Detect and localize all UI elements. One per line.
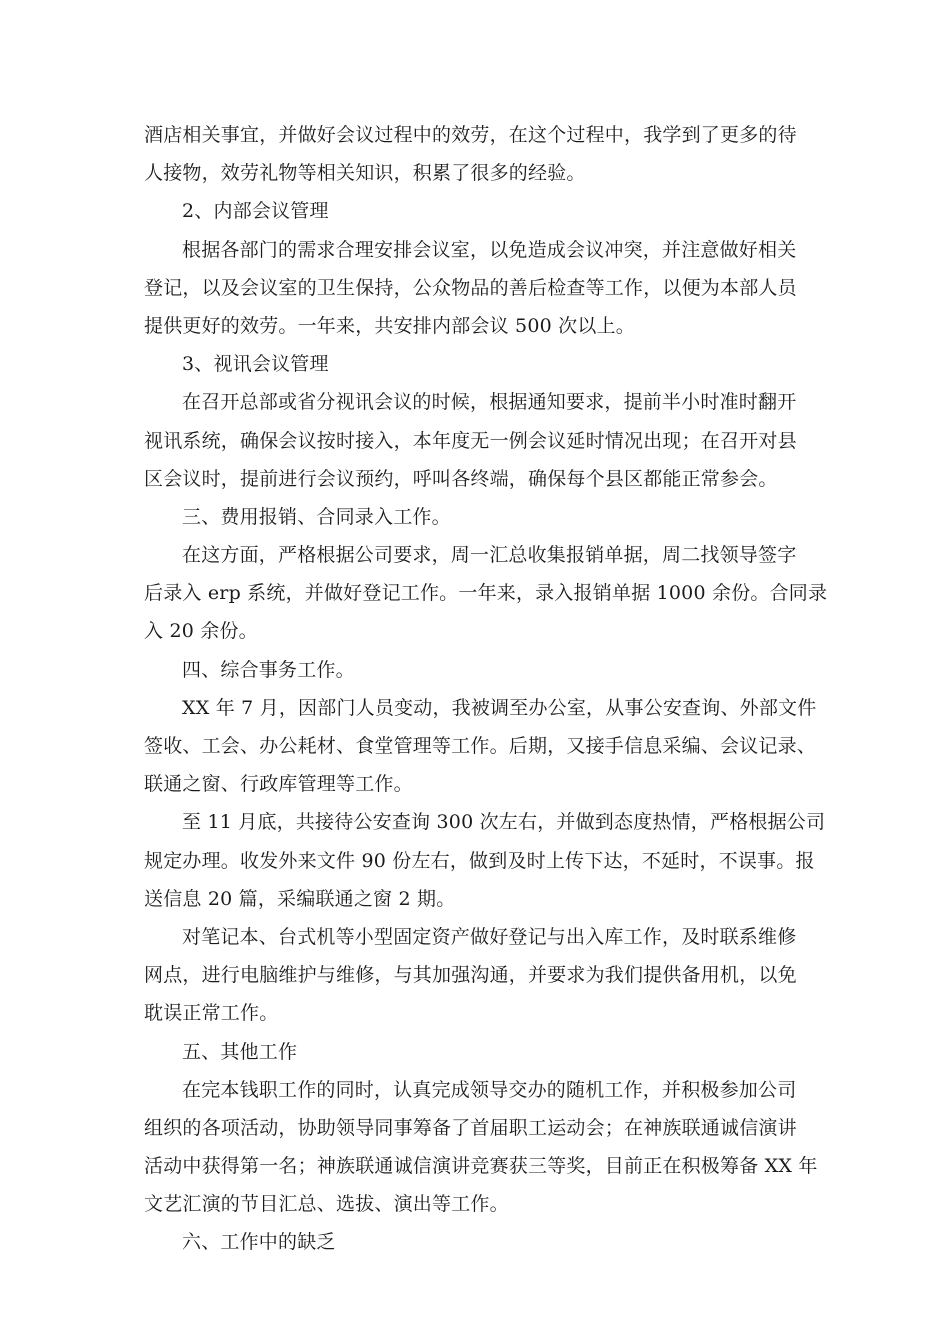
- text-line: 在完本钱职工作的同时，认真完成领导交办的随机工作，并积极参加公司: [182, 1078, 797, 1101]
- text-line: 三、费用报销、合同录入工作。: [182, 505, 451, 528]
- text-line: 活动中获得第一名；神族联通诚信演讲竞赛获三等奖，目前正在积极筹备 XX 年: [144, 1155, 818, 1178]
- text-line: 后录入 erp 系统，并做好登记工作。一年来，录入报销单据 1000 余份。合同录: [144, 582, 828, 605]
- text-line: 四、综合事务工作。: [182, 658, 355, 681]
- text-line: XX 年 7 月，因部门人员变动，我被调至办公室，从事公安查询、外部文件: [182, 696, 817, 719]
- text-line: 耽误正常工作。: [144, 1002, 279, 1025]
- text-line: 根据各部门的需求合理安排会议室，以免造成会议冲突，并注意做好相关: [182, 238, 797, 261]
- document-body: [144, 116, 828, 1262]
- text-line: 人接物，效劳礼物等相关知识，积累了很多的经验。: [144, 162, 586, 185]
- text-line: 规定办理。收发外来文件 90 份左右，做到及时上传下达，不延时，不误事。报: [144, 849, 815, 872]
- text-line: 对笔记本、台式机等小型固定资产做好登记与出入库工作，及时联系维修: [182, 925, 797, 948]
- text-line: 送信息 20 篇，采编联通之窗 2 期。: [144, 887, 456, 910]
- text-line: 六、工作中的缺乏: [182, 1231, 336, 1254]
- text-line: 签收、工会、办公耗材、食堂管理等工作。后期，又接手信息采编、会议记录、: [144, 735, 817, 757]
- text-line: 文艺汇演的节目汇总、选拔、演出等工作。: [144, 1193, 509, 1216]
- text-line: 五、其他工作: [182, 1040, 298, 1063]
- text-line: 联通之窗、行政库管理等工作。: [144, 773, 413, 796]
- text-line: 在这方面，严格根据公司要求，周一汇总收集报销单据，周二找领导签字: [182, 544, 797, 567]
- text-line: 在召开总部或省分视讯会议的时候，根据通知要求，提前半小时准时翻开: [182, 391, 797, 414]
- text-line: 组织的各项活动，协助领导同事筹备了首届职工运动会；在神族联通诚信演讲: [144, 1116, 797, 1139]
- text-line: 2、内部会议管理: [182, 200, 329, 223]
- text-line: 视讯系统，确保会议按时接入，本年度无一例会议延时情况出现；在召开对县: [144, 429, 797, 452]
- text-line: 酒店相关事宜，并做好会议过程中的效劳，在这个过程中，我学到了更多的待: [144, 124, 797, 146]
- text-line: 网点，进行电脑维护与维修，与其加强沟通，并要求为我们提供备用机，以免: [144, 964, 797, 987]
- text-line: 提供更好的效劳。一年来，共安排内部会议 500 次以上。: [144, 314, 635, 337]
- text-line: 登记，以及会议室的卫生保持，公众物品的善后检查等工作，以便为本部人员: [144, 276, 797, 299]
- text-line: 区会议时，提前进行会议预约，呼叫各终端，确保每个县区都能正常参会。: [144, 467, 778, 490]
- text-line: 至 11 月底，共接待公安查询 300 次左右，并做到态度热情，严格根据公司: [182, 811, 826, 834]
- text-line: 入 20 余份。: [144, 620, 258, 643]
- text-line: 3、视讯会议管理: [182, 353, 329, 376]
